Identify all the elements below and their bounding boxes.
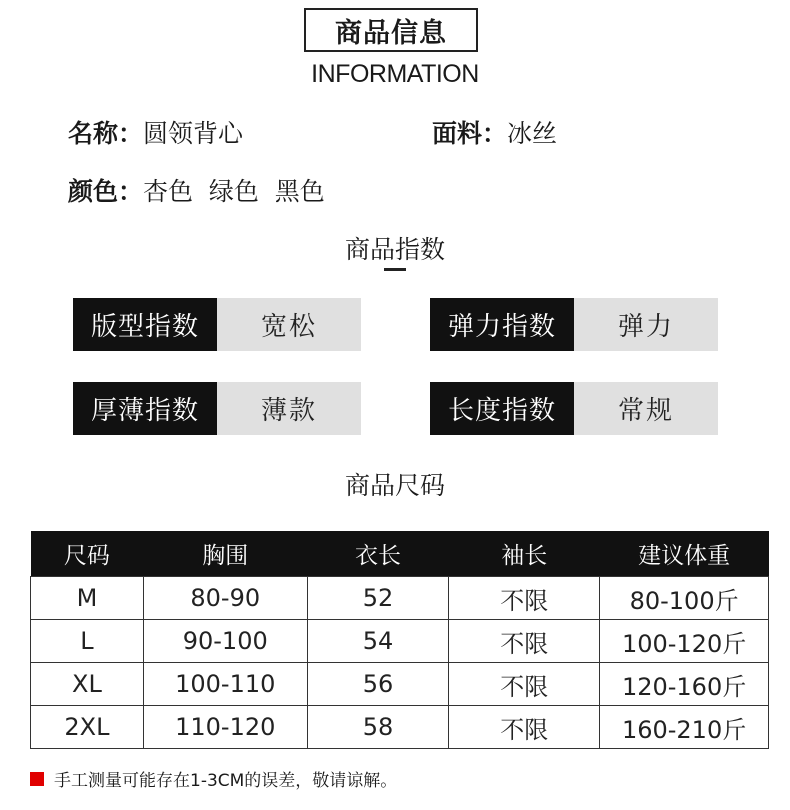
- table-cell: 不限: [449, 620, 600, 663]
- table-row: [31, 706, 769, 749]
- column-header: 袖长: [449, 531, 600, 577]
- table-cell: 80-100斤: [600, 577, 769, 620]
- index-key: 版型指数: [73, 298, 217, 351]
- index-item-length: [430, 382, 718, 435]
- table-cell: 2XL: [31, 706, 144, 749]
- size-table: [30, 531, 769, 749]
- index-item-elasticity: [430, 298, 718, 351]
- index-key: 弹力指数: [430, 298, 574, 351]
- table-header-row: [31, 531, 769, 577]
- table-cell: 52: [307, 577, 449, 620]
- index-title-underline: [384, 268, 406, 271]
- table-cell: 不限: [449, 706, 600, 749]
- column-header: 衣长: [307, 531, 449, 577]
- index-value: 常规: [574, 382, 718, 435]
- table-cell: 90-100: [143, 620, 307, 663]
- table-cell: M: [31, 577, 144, 620]
- table-cell: 80-90: [143, 577, 307, 620]
- name-label: 名称：: [68, 119, 144, 148]
- table-cell: 120-160斤: [600, 663, 769, 706]
- table-row: [31, 620, 769, 663]
- column-header: 建议体重: [600, 531, 769, 577]
- table-cell: 56: [307, 663, 449, 706]
- table-cell: 100-120斤: [600, 620, 769, 663]
- info-name: [68, 117, 243, 151]
- index-value: 弹力: [574, 298, 718, 351]
- index-section-title: 商品指数: [344, 235, 445, 264]
- page-title: 商品信息: [304, 8, 478, 52]
- red-square-icon: [30, 772, 44, 786]
- table-cell: 不限: [449, 663, 600, 706]
- name-value: 圆领背心: [143, 119, 244, 148]
- color-value: 杏色 绿色 黑色: [143, 177, 325, 206]
- color-label: 颜色：: [68, 177, 144, 206]
- table-cell: 110-120: [143, 706, 307, 749]
- index-value: 宽松: [217, 298, 361, 351]
- table-cell: 58: [307, 706, 449, 749]
- fabric-label: 面料：: [432, 119, 508, 148]
- table-cell: 100-110: [143, 663, 307, 706]
- column-header: 尺码: [31, 531, 144, 577]
- index-key: 长度指数: [430, 382, 574, 435]
- table-cell: XL: [31, 663, 144, 706]
- table-row: [31, 577, 769, 620]
- info-fabric: [432, 117, 557, 151]
- table-row: [31, 663, 769, 706]
- index-item-fit: [73, 298, 361, 351]
- table-cell: 54: [307, 620, 449, 663]
- column-header: 胸围: [143, 531, 307, 577]
- index-item-thickness: [73, 382, 361, 435]
- table-cell: L: [31, 620, 144, 663]
- table-cell: 不限: [449, 577, 600, 620]
- note-text: 手工测量可能存在1-3CM的误差，敬请谅解。: [54, 771, 398, 791]
- table-cell: 160-210斤: [600, 706, 769, 749]
- page-subtitle: INFORMATION: [311, 60, 479, 88]
- index-value: 薄款: [217, 382, 361, 435]
- size-section-title: 商品尺码: [344, 471, 445, 500]
- index-key: 厚薄指数: [73, 382, 217, 435]
- measurement-note: [30, 766, 397, 791]
- info-color: [68, 175, 325, 209]
- fabric-value: 冰丝: [507, 119, 558, 148]
